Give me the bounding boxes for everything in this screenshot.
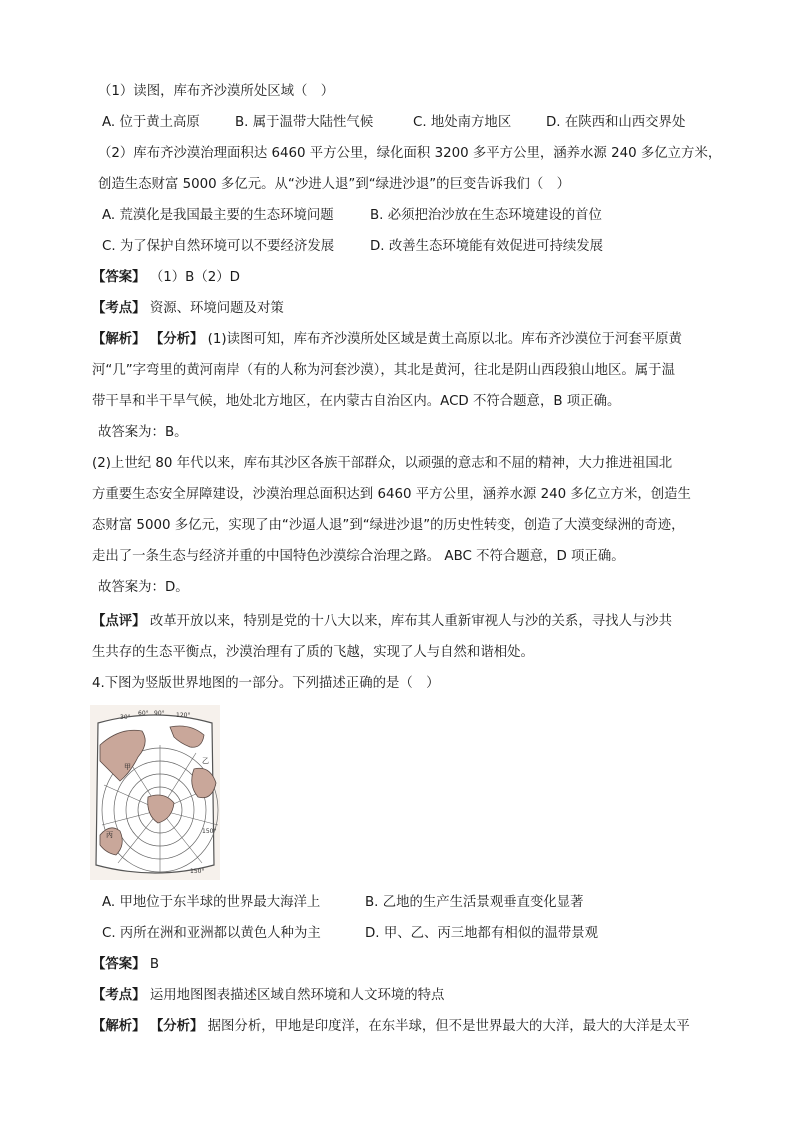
q4-jiexi-tag: 【解析】 [92,1019,146,1034]
map-label-30: 30° [120,714,131,721]
jiexi-text-line1: (1)读图可知，库布齐沙漠所处区域是黄土高原以北。库布齐沙漠位于河套平原黄 [207,332,682,347]
jiexi-answer-1: 故答案为：B。 [98,425,188,440]
q3-answer-row [92,268,240,288]
q3-sub2-option-a: A. 荒漠化是我国最主要的生态环境问题 [102,208,334,223]
jiexi2-text-line3: 态财富 5000 多亿元，实现了由“沙逼人退”到“绿进沙退”的历史性转变，创造了大漠变绿洲的奇迹， [92,518,685,533]
q4-kaodian-text: 运用地图图表描述区域自然环境和人文环境的特点 [149,988,445,1003]
polar-map-svg [90,705,220,880]
q3-jiexi-row [92,330,682,350]
map-label-bing: 丙 [106,831,113,839]
jiexi2-text-line4: 走出了一条生态与经济并重的中国特色沙漠综合治理之路。 ABC 不符合题意，D 项正确。 [92,549,625,564]
dianping-text-line2: 生共存的生态平衡点，沙漠治理有了质的飞越，实现了人与自然和谐相处。 [92,645,534,660]
dianping-tag: 【点评】 [92,614,146,629]
q4-option-b: B. 乙地的生产生活景观垂直变化显著 [365,895,584,910]
jiexi-text-line3: 带干旱和半干旱气候，地处北方地区，在内蒙古自治区内。ACD 不符合题意，B 项正确。 [92,394,621,409]
jiexi-answer-2: 故答案为：D。 [98,580,189,595]
map-label-120: 120° [176,712,191,719]
fenxi-tag: 【分析】 [149,332,204,347]
jiexi-text-line2: 河“几”字弯里的黄河南岸（有的人称为河套沙漠），其北是黄河，往北是阴山西段狼山地区。属于温 [92,363,675,378]
q3-sub1-option-c: C. 地处南方地区 [413,115,512,130]
q4-kaodian-tag: 【考点】 [92,988,146,1003]
jiexi2-text-line1: (2)上世纪 80 年代以来，库布其沙区各族干部群众，以顽强的意志和不屈的精神，大力推进祖国北 [92,456,673,471]
dianping-text-line1: 改革开放以来，特别是党的十八大以来，库布其人重新审视人与沙的关系，寻找人与沙共 [149,614,673,629]
q3-sub1-stem: （1）读图，库布齐沙漠所处区域（ ） [98,84,335,99]
q4-option-a: A. 甲地位于东半球的世界最大海洋上 [102,895,321,910]
q3-sub2-option-d: D. 改善生态环境能有效促进可持续发展 [370,239,604,254]
q4-kaodian-row [92,986,444,1006]
q4-jiexi-text-line1: 据图分析，甲地是印度洋，在东半球，但不是世界最大的大洋，最大的大洋是太平 [207,1019,690,1034]
map-label-150a: 150° [202,828,217,835]
q4-option-c: C. 丙所在洲和亚洲都以黄色人种为主 [102,926,321,941]
q3-sub2-stem-line2: 创造生态财富 5000 多亿元。从“沙进人退”到“绿进沙退”的巨变告诉我们（ ） [98,177,571,192]
map-label-90: 90° [154,710,165,717]
q3-sub2-option-b: B. 必须把治沙放在生态环境建设的首位 [370,208,602,223]
map-label-jia: 甲 [124,763,131,771]
q3-sub1-option-a: A. 位于黄土高原 [102,115,200,130]
world-map-figure [90,705,220,880]
q4-answer-tag: 【答案】 [92,957,146,972]
q3-sub2-option-c: C. 为了保护自然环境可以不要经济发展 [102,239,335,254]
q3-dianping-row [92,612,672,632]
q4-stem: 4.下图为竖版世界地图的一部分。下列描述正确的是（ ） [92,676,440,691]
answer-text: （1）B（2）D [149,270,240,285]
q4-answer-text: B [149,957,160,972]
q3-sub2-stem-line1: （2）库布齐沙漠治理面积达 6460 平方公里，绿化面积 3200 多平方公里，涵养水源 240 多亿立方米， [98,146,722,161]
kaodian-tag: 【考点】 [92,301,146,316]
q4-option-d: D. 甲、乙、丙三地都有相似的温带景观 [365,926,599,941]
q4-fenxi-tag: 【分析】 [149,1019,204,1034]
answer-tag: 【答案】 [92,270,146,285]
map-label-yi: 乙 [202,757,209,765]
q3-kaodian-row [92,299,284,319]
jiexi2-text-line2: 方重要生态安全屏障建设，沙漠治理总面积达到 6460 平方公里，涵养水源 240 多亿立方米，创造生 [92,487,691,502]
q4-jiexi-row [92,1017,690,1037]
q3-sub1-option-d: D. 在陕西和山西交界处 [546,115,686,130]
q3-sub1-option-b: B. 属于温带大陆性气候 [235,115,374,130]
q4-answer-row [92,955,159,975]
kaodian-text: 资源、环境问题及对策 [149,301,284,316]
map-label-150b: 150° [190,868,205,875]
map-label-60: 60° [138,710,149,717]
jiexi-tag: 【解析】 [92,332,146,347]
